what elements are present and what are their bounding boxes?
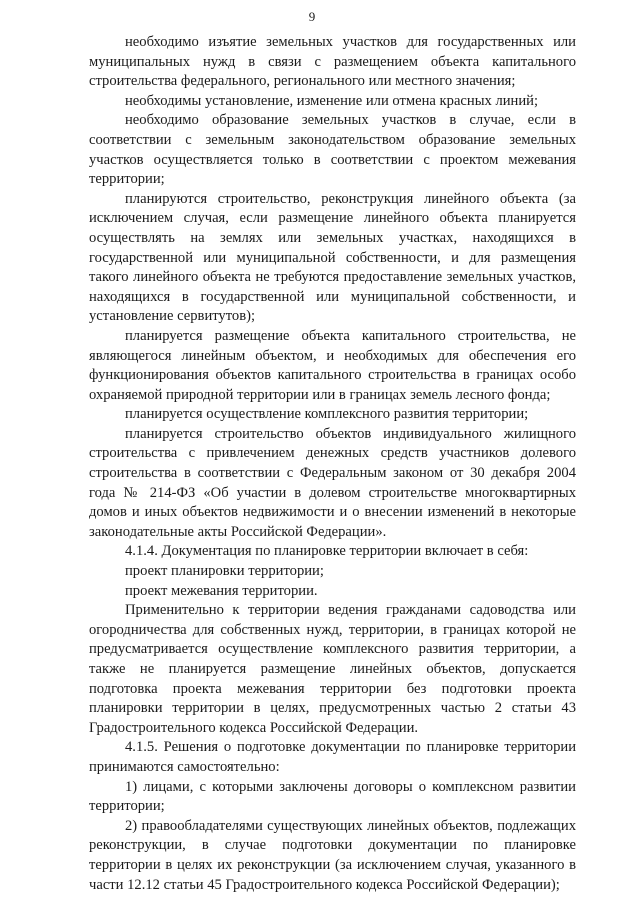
paragraph-item-1: 1) лицами, с которыми заключены договоры о комплексном развитии территории; <box>89 778 576 815</box>
paragraph-linear-object: планируются строительство, реконструкция линейного объекта (за исключением случая, если размещение линейного объекта планируется осуществлять на землях или земельных участках, находящихся в государственной или муниципальной собственности, и для размещения такого линейного объекта не требуются предоставление земельных участков, находящихся в государственной или муниципальной собственности, и установление сервитутов); <box>89 190 576 325</box>
document-body <box>89 33 576 895</box>
paragraph-item-2: 2) правообладателями существующих линейных объектов, подлежащих реконструкции, в случае подготовки документации по планировке территории в целях их реконструкции (за исключением случая, указанного в части 12.12 статьи 45 Градостроительного кодекса Российской Федерации); <box>89 817 576 893</box>
paragraph-individual-housing: планируется строительство объектов индивидуального жилищного строительства с привлечением денежных средств участников долевого строительства в соответствии с Федеральным законом от 30 декабря 2004 года № 214-ФЗ «Об участии в долевом строительстве многоквартирных домов и иных объектов недвижимости и о внесении изменений в некоторые законодательные акты Российской Федерации». <box>89 425 576 540</box>
paragraph-section-4-1-4: 4.1.4. Документация по планировке территории включает в себя: <box>125 543 529 560</box>
paragraph-complex-development: планируется осуществление комплексного развития территории; <box>125 406 529 423</box>
paragraph-gardening-territory: Применительно к территории ведения гражданами садоводства или огородничества для собственных нужд, территории, в границах которой не предусматривается осуществление комплексного развития территории, а также не планируется размещение линейных объектов, допускается подготовка проекта межевания территории без подготовки проекта планировки территории в целях, предусмотренных частью 2 статьи 43 Градостроительного кодекса Российской Федерации. <box>89 602 576 736</box>
paragraph-land-plot-formation: необходимо образование земельных участков в случае, если в соответствии с земельным законодательством образование земельных участков осуществляется только в соответствии с проектом межевания территории; <box>89 112 576 188</box>
paragraph-surveying-project: проект межевания территории. <box>125 582 318 599</box>
paragraph-protected-territory: планируется размещение объекта капитального строительства, не являющегося линейным объектом, и необходимых для обеспечения его функционирования объектов капитального строительства в границах особо охраняемой природной территории или в границах земель лесного фонда; <box>89 327 576 403</box>
page-number: 9 <box>308 9 316 24</box>
paragraph-planning-project: проект планировки территории; <box>125 563 324 580</box>
paragraph-red-lines: необходимы установление, изменение или отмена красных линий; <box>125 92 539 109</box>
paragraph-land-seizure: необходимо изъятие земельных участков для государственных или муниципальных нужд в связи с размещением объекта капитального строительства федерального, регионального или местного значения; <box>89 34 576 90</box>
paragraph-section-4-1-5: 4.1.5. Решения о подготовке документации по планировке территории принимаются самостоятельно: <box>89 739 576 775</box>
